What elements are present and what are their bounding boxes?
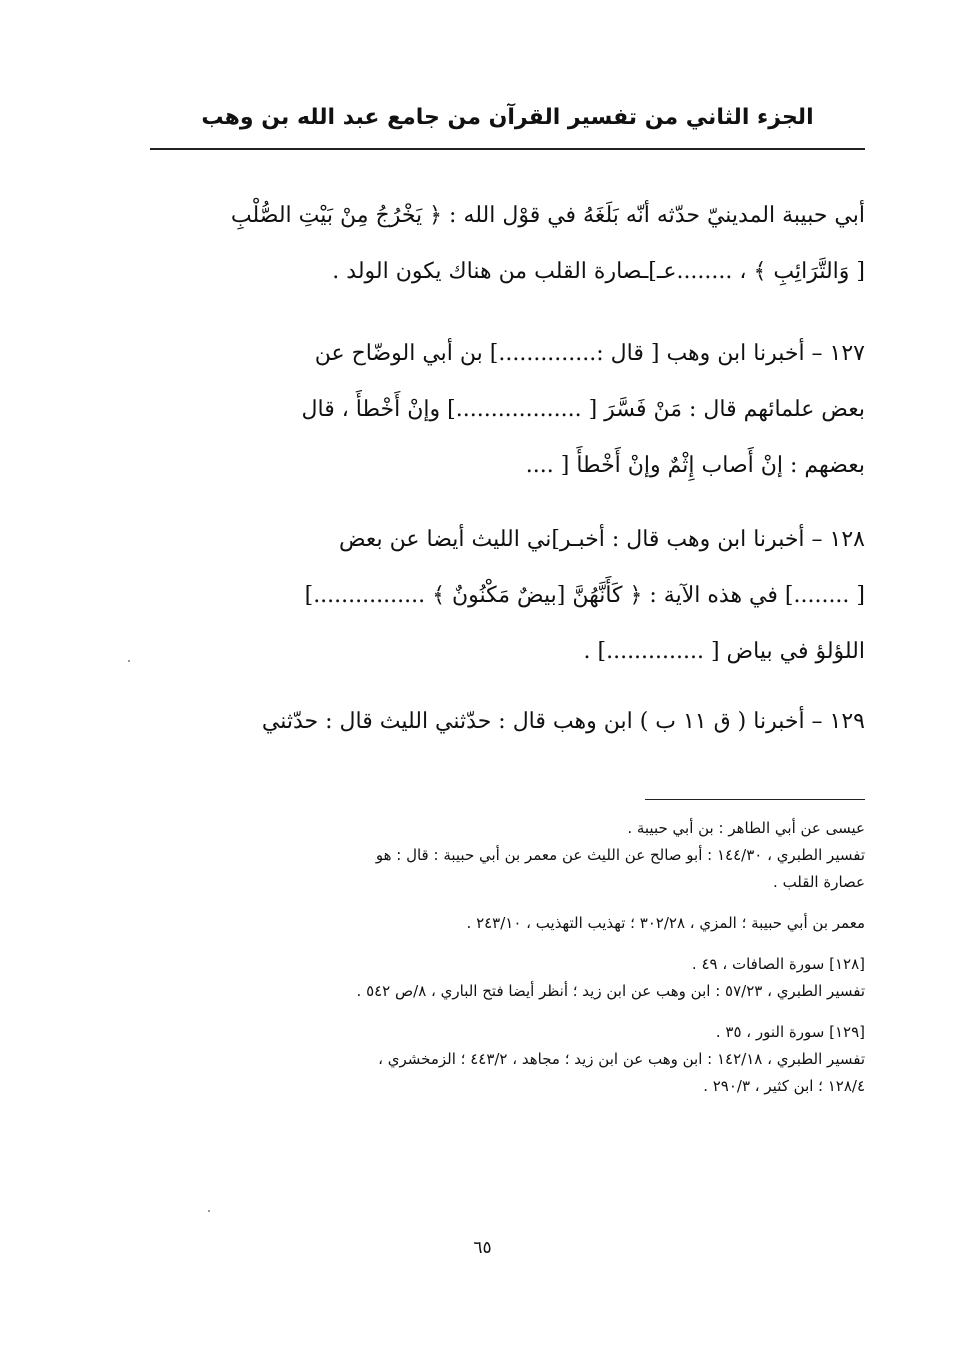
footnote-group-129: [155, 1019, 865, 1100]
footnote-line: تفسير الطبري ، ١٤٢/١٨ : ابن وهب عن ابن زيد ؛ مجاهد ، ٤٤٣/٢ ؛ الزمخشري ،: [378, 1050, 865, 1068]
header-divider: [150, 148, 865, 150]
paragraph-128: [155, 512, 865, 680]
text-line: ١٢٨ – أخبرنا ابن وهب قال : أخبـر]ني الليث أيضا عن بعض: [338, 527, 865, 552]
text-line: أبي حبيبة المدينيّ حدّثه أنّه بَلَغَهُ في قوْل الله : ﴿ يَخْرُجُ مِنْ بَيْتِ الصُّلْبِ: [230, 203, 865, 228]
intro-paragraph: [155, 188, 865, 300]
footnote-divider: [645, 799, 865, 800]
text-line: ١٢٧ – أخبرنا ابن وهب [ قال :..............] بن أبي الوضّاح عن: [314, 341, 865, 366]
footnote-spacer: [155, 896, 865, 910]
footnote-line: [١٢٨] سورة الصافات ، ٤٩ .: [691, 955, 865, 973]
footnotes-section: [155, 815, 865, 1100]
scan-speck: [128, 660, 130, 662]
footnote-group-127: [155, 815, 865, 937]
footnote-line: تفسير الطبري ، ١٤٤/٣٠ : أبو صالح عن الليث عن معمر بن أبي حبيبة : قال : هو: [375, 846, 865, 864]
scan-speck: [208, 1210, 210, 1212]
footnote-spacer: [155, 937, 865, 951]
footnote-spacer: [155, 1005, 865, 1019]
footnote-line: عصارة القلب .: [773, 873, 865, 891]
footnote-line: عيسى عن أبي الطاهر : بن أبي حبيبة .: [627, 819, 865, 837]
text-line: [ وَالتَّرَائِبِ ﴾ ، ........عـ]ـصارة القلب من هناك يكون الولد .: [332, 259, 865, 284]
text-line: بعضهم : إنْ أَصاب إِثْمٌ وإنْ أَخْطأَ [ ....: [525, 453, 865, 478]
running-header-title: الجزء الثاني من تفسير القرآن من جامع عبد الله بن وهب: [201, 105, 814, 130]
footnote-line: معمر بن أبي حبيبة ؛ المزي ، ٣٠٢/٢٨ ؛ تهذيب التهذيب ، ٢٤٣/١٠ .: [466, 914, 865, 932]
paragraph-129: [155, 694, 865, 750]
paragraph-127: [155, 326, 865, 494]
footnote-line: ١٢٨/٤ ؛ ابن كثير ، ٢٩٠/٣ .: [703, 1077, 865, 1095]
text-line: اللؤلؤ في بياض [ ..............] .: [583, 639, 865, 664]
text-line: بعض علمائهم قال : مَنْ فَسَّرَ [ ..................] وإنْ أَخْطأَ ، قال: [301, 397, 865, 422]
footnote-line: [١٢٩] سورة النور ، ٣٥ .: [715, 1023, 865, 1041]
footnote-group-128: [155, 951, 865, 1005]
text-line: ١٢٩ – أخبرنا ( ق ١١ ب ) ابن وهب قال : حدّثني الليث قال : حدّثني: [261, 709, 865, 734]
text-line: [ ........] في هذه الآية : ﴿ كَأَنَّهُنَّ [بيضٌ مَكْنُونٌ ﴾ ................]: [304, 583, 865, 608]
page-number: ٦٥: [473, 1238, 492, 1258]
footnote-line: تفسير الطبري ، ٥٧/٢٣ : ابن وهب عن ابن زيد ؛ أنظر أيضا فتح الباري ، ٨/ص ٥٤٢ .: [356, 982, 865, 1000]
